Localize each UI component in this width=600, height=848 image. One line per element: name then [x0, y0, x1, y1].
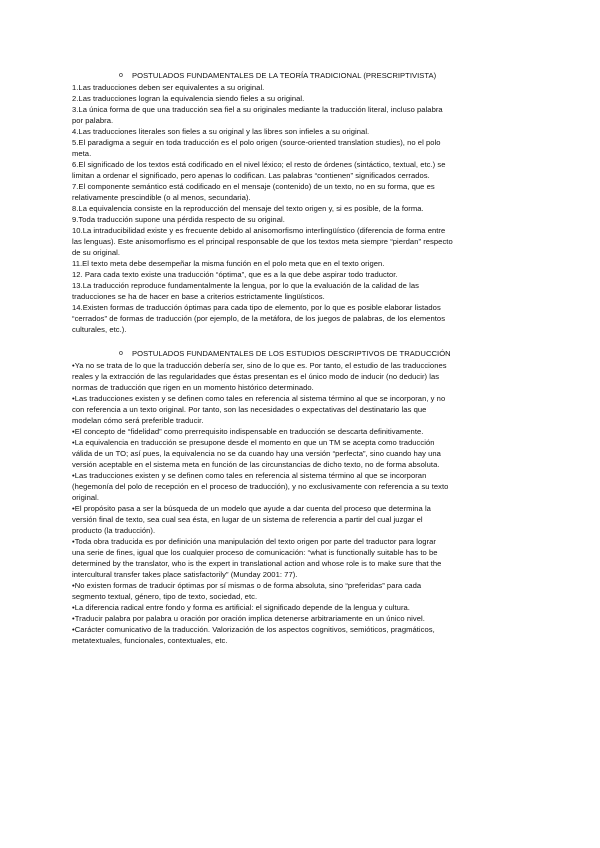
section1-heading-text: POSTULADOS FUNDAMENTALES DE LA TEORÍA TRADICIONAL (PRESCRIPTIVISTA): [132, 71, 437, 80]
text-line: traducciones se ha de hacer en base a criterios estrictamente lingüísticos.: [72, 292, 325, 301]
text-line: 6.El significado de los textos está codificado en el nivel léxico; el resto de órdenes (sintáctico, textual, etc.) se: [72, 160, 446, 169]
section1-body: [72, 82, 518, 335]
text-line: •Ya no se trata de lo que la traducción debería ser, sino de lo que es. Por tanto, el estudio de las traducciones: [72, 361, 447, 370]
text-line: versión final de texto, sea cual sea ésta, en lugar de un sistema de referencia a partir del cual juzgar el: [72, 515, 423, 524]
text-line: metatextuales, funcionales, contextuales, etc.: [72, 636, 228, 645]
text-line: 14.Existen formas de traducción óptimas para cada tipo de elemento, por lo que es posible elaborar listados: [72, 303, 441, 312]
text-line: original.: [72, 493, 100, 502]
text-line: 13.La traducción reproduce fundamentalmente la lengua, por lo que la evaluación de la calidad de las: [72, 281, 419, 290]
text-line: 11.El texto meta debe desempeñar la misma función en el polo meta que en el texto origen.: [72, 259, 385, 268]
section2-heading: [72, 348, 518, 359]
text-line: 2.Las traducciones logran la equivalencia siendo fieles a su original.: [72, 94, 305, 103]
text-line: (hegemonía del polo de recepción en el proceso de traducción), y no exclusivamente con referencia a su texto: [72, 482, 449, 491]
text-line: segmento textual, género, tipo de texto, sociedad, etc.: [72, 592, 258, 601]
text-line: limitan a ordenar el significado, pero apenas lo codifican. Las palabras “contienen” significados cerrados.: [72, 171, 430, 180]
text-line: •Las traducciones existen y se definen como tales en referencia al sistema término al que se incorporan: [72, 471, 427, 480]
text-line: 1.Las traducciones deben ser equivalentes a su original.: [72, 83, 265, 92]
text-line: de su original.: [72, 248, 121, 257]
text-line: meta.: [72, 149, 92, 158]
text-line: intercultural transfer takes place satisfactorily” (Munday 2001: 77).: [72, 570, 298, 579]
section2-body: [72, 360, 518, 646]
text-line: normas de traducción que rigen en un momento histórico determinado.: [72, 383, 314, 392]
text-line: •Las traducciones existen y se definen como tales en referencia al sistema término al que se incorporan, y no: [72, 394, 446, 403]
text-line: “cerrados” de formas de traducción (por ejemplo, de la metáfora, de los juegos de palabras, de los elementos: [72, 314, 446, 323]
section1-bullet: o: [119, 72, 123, 79]
text-line: •Traducir palabra por palabra u oración por oración implica detenerse arbitrariamente en un único nivel.: [72, 614, 425, 623]
text-line: 5.El paradigma a seguir en toda traducción es el polo origen (source-oriented translation studies), no el polo: [72, 138, 441, 147]
text-line: por palabra.: [72, 116, 114, 125]
text-line: •La diferencia radical entre fondo y forma es artificial: el significado depende de la lengua y cultura.: [72, 603, 410, 612]
text-line: versión aceptable en el sistema meta en función de las circunstancias de dicho texto, no de forma absoluta.: [72, 460, 440, 469]
text-line: 8.La equivalencia consiste en la reproducción del mensaje del texto origen y, si es posible, de la forma.: [72, 204, 424, 213]
section-gap: [72, 335, 518, 348]
text-line: determined by the translator, who is the expert in translational action and whose role is to make sure that the: [72, 559, 442, 568]
text-line: 3.La única forma de que una traducción sea fiel a su originales mediante la traducción literal, incluso palabra: [72, 105, 443, 114]
text-line: •Toda obra traducida es por definición una manipulación del texto origen por parte del traductor para lograr: [72, 537, 436, 546]
text-line: producto (la traducción).: [72, 526, 156, 535]
text-line: •La equivalencia en traducción se presupone desde el momento en que un TM se acepta como traducción: [72, 438, 435, 447]
text-line: 9.Toda traducción supone una pérdida respecto de su original.: [72, 215, 285, 224]
text-line: 12. Para cada texto existe una traducción “óptima”, que es a la que debe aspirar todo traductor.: [72, 270, 398, 279]
text-line: 10.La intraducibilidad existe y es frecuente debido al anisomorfismo interlingüístico (diferencia de forma entre: [72, 226, 446, 235]
text-line: con referencia a un texto original. Por tanto, son las necesidades o expectativas del destinatario las que: [72, 405, 427, 414]
document-page: [72, 70, 518, 646]
section1-heading: [72, 70, 518, 81]
section2-heading-text: POSTULADOS FUNDAMENTALES DE LOS ESTUDIOS DESCRIPTIVOS DE TRADUCCIÓN: [132, 349, 451, 358]
text-line: 4.Las traducciones literales son fieles a su original y las libres son infieles a su original.: [72, 127, 370, 136]
text-line: •No existen formas de traducir óptimas por sí mismas o de forma absoluta, sino “preferidas” para cada: [72, 581, 422, 590]
text-line: •El concepto de “fidelidad” como prerrequisito indispensable en traducción se descarta definitivamente.: [72, 427, 424, 436]
text-line: •El propósito pasa a ser la búsqueda de un modelo que ayude a dar cuenta del proceso que determina la: [72, 504, 431, 513]
text-line: válida de un TO; así pues, la equivalencia no se da cuando hay una versión “perfecta”, sino cuando hay una: [72, 449, 441, 458]
text-line: relativamente prescindible (o al menos, secundaria).: [72, 193, 251, 202]
text-line: modelan cómo será preferible traducir.: [72, 416, 204, 425]
text-line: •Carácter comunicativo de la traducción. Valorización de los aspectos cognitivos, semióticos, pragmáticos,: [72, 625, 435, 634]
text-line: 7.El componente semántico está codificado en el mensaje (contenido) de un texto, no en su forma, que es: [72, 182, 435, 191]
text-line: reales y la extracción de las regularidades que éstas presentan es el único modo de inducir (no deducir) las: [72, 372, 440, 381]
text-line: culturales, etc.).: [72, 325, 127, 334]
text-line: las lenguas). Este anisomorfismo es el principal responsable de que los textos meta siempre “pierdan” respecto: [72, 237, 453, 246]
text-line: una serie de fines, igual que los cualquier proceso de comunicación: “what is functionally suitable has to be: [72, 548, 438, 557]
section2-bullet: o: [119, 350, 123, 357]
